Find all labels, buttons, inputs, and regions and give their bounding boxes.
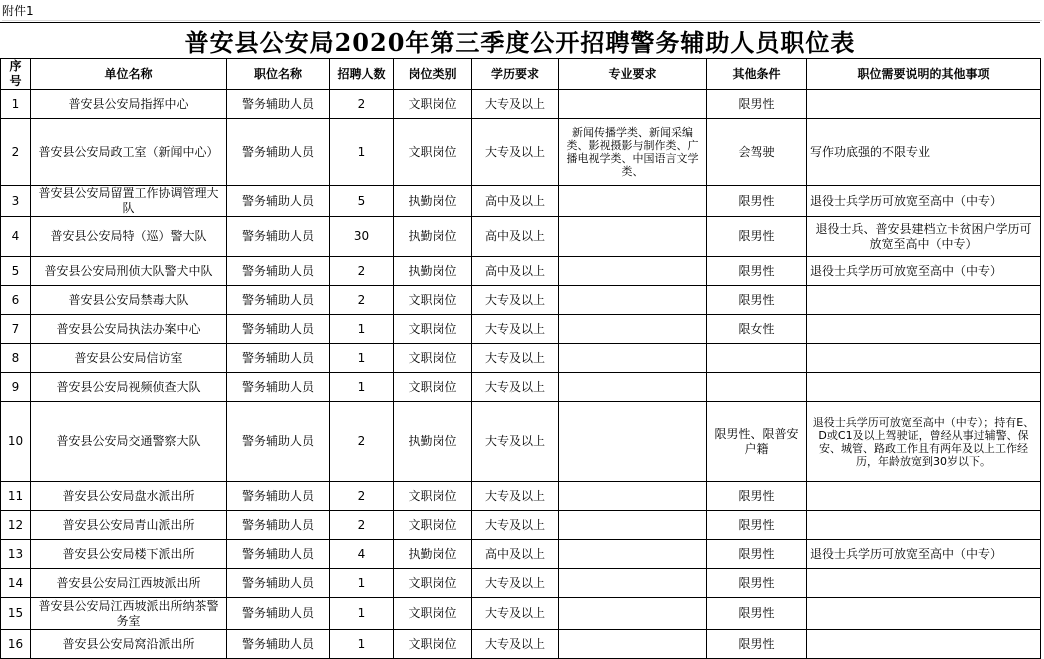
cell-no[interactable]: 6 xyxy=(1,286,31,315)
cell-other[interactable]: 限男性 xyxy=(707,630,807,659)
cell-major[interactable] xyxy=(559,286,707,315)
cell-unit[interactable]: 普安县公安局禁毒大队 xyxy=(31,286,227,315)
cell-notes[interactable]: 退役士兵学历可放宽至高中（中专） xyxy=(807,186,1041,217)
col-header-major: 专业要求 xyxy=(559,59,707,90)
cell-post[interactable]: 警务辅助人员 xyxy=(227,482,330,511)
table-row xyxy=(1,90,1041,119)
table-row xyxy=(1,511,1041,540)
table-row xyxy=(1,286,1041,315)
cell-no[interactable]: 2 xyxy=(1,119,31,186)
cell-count[interactable]: 2 xyxy=(330,511,394,540)
cell-category[interactable]: 文职岗位 xyxy=(394,344,472,373)
positions-table xyxy=(0,58,1041,659)
cell-other[interactable]: 限男性 xyxy=(707,511,807,540)
cell-education[interactable]: 大专及以上 xyxy=(472,482,559,511)
cell-category[interactable]: 文职岗位 xyxy=(394,119,472,186)
cell-count[interactable]: 2 xyxy=(330,286,394,315)
cell-major[interactable] xyxy=(559,257,707,286)
cell-other[interactable]: 限男性 xyxy=(707,482,807,511)
cell-unit[interactable]: 普安县公安局视频侦查大队 xyxy=(31,373,227,402)
cell-no[interactable]: 10 xyxy=(1,402,31,482)
cell-unit[interactable]: 普安县公安局青山派出所 xyxy=(31,511,227,540)
cell-notes[interactable] xyxy=(807,344,1041,373)
cell-education[interactable]: 大专及以上 xyxy=(472,598,559,630)
cell-category[interactable]: 执勤岗位 xyxy=(394,402,472,482)
cell-post[interactable]: 警务辅助人员 xyxy=(227,186,330,217)
col-header-notes: 职位需要说明的其他事项 xyxy=(807,59,1041,90)
table-row xyxy=(1,119,1041,186)
cell-education[interactable]: 大专及以上 xyxy=(472,90,559,119)
table-row xyxy=(1,344,1041,373)
cell-notes[interactable]: 退役士兵学历可放宽至高中（中专）；持有E、D或C1及以上驾驶证，曾经从事过辅警、保安、城管、路政工作且有两年及以上工作经历，年龄放宽到30岁以下。 xyxy=(807,402,1041,482)
cell-count[interactable]: 1 xyxy=(330,598,394,630)
col-header-education: 学历要求 xyxy=(472,59,559,90)
cell-notes[interactable]: 退役士兵学历可放宽至高中（中专） xyxy=(807,540,1041,569)
cell-category[interactable]: 文职岗位 xyxy=(394,482,472,511)
cell-education[interactable]: 大专及以上 xyxy=(472,373,559,402)
col-header-category: 岗位类别 xyxy=(394,59,472,90)
cell-education[interactable]: 高中及以上 xyxy=(472,186,559,217)
table-row xyxy=(1,598,1041,630)
cell-other[interactable]: 限男性 xyxy=(707,569,807,598)
cell-count[interactable]: 2 xyxy=(330,402,394,482)
cell-education[interactable]: 高中及以上 xyxy=(472,540,559,569)
cell-major[interactable] xyxy=(559,373,707,402)
table-row xyxy=(1,540,1041,569)
page-title: 普安县公安局2020年第三季度公开招聘警务辅助人员职位表 xyxy=(0,22,1040,59)
cell-post[interactable]: 警务辅助人员 xyxy=(227,540,330,569)
cell-no[interactable]: 1 xyxy=(1,90,31,119)
col-header-no: 序号 xyxy=(1,59,31,90)
cell-post[interactable]: 警务辅助人员 xyxy=(227,373,330,402)
cell-major[interactable] xyxy=(559,90,707,119)
cell-count[interactable]: 1 xyxy=(330,630,394,659)
cell-count[interactable]: 1 xyxy=(330,569,394,598)
cell-education[interactable]: 大专及以上 xyxy=(472,286,559,315)
cell-category[interactable]: 文职岗位 xyxy=(394,286,472,315)
cell-count[interactable]: 1 xyxy=(330,344,394,373)
cell-no[interactable]: 4 xyxy=(1,217,31,257)
col-header-post: 职位名称 xyxy=(227,59,330,90)
cell-category[interactable]: 执勤岗位 xyxy=(394,186,472,217)
cell-education[interactable]: 大专及以上 xyxy=(472,511,559,540)
cell-category[interactable]: 执勤岗位 xyxy=(394,217,472,257)
cell-count[interactable]: 2 xyxy=(330,482,394,511)
cell-notes[interactable]: 退役士兵学历可放宽至高中（中专） xyxy=(807,257,1041,286)
cell-count[interactable]: 5 xyxy=(330,186,394,217)
cell-unit[interactable]: 普安县公安局窝沿派出所 xyxy=(31,630,227,659)
cell-no[interactable]: 13 xyxy=(1,540,31,569)
cell-major[interactable] xyxy=(559,402,707,482)
cell-notes[interactable] xyxy=(807,511,1041,540)
cell-other[interactable]: 限男性 xyxy=(707,90,807,119)
cell-other[interactable]: 限男性 xyxy=(707,598,807,630)
cell-category[interactable]: 文职岗位 xyxy=(394,569,472,598)
cell-count[interactable]: 4 xyxy=(330,540,394,569)
cell-unit[interactable]: 普安县公安局楼下派出所 xyxy=(31,540,227,569)
cell-category[interactable]: 文职岗位 xyxy=(394,630,472,659)
cell-count[interactable]: 30 xyxy=(330,217,394,257)
cell-education[interactable]: 大专及以上 xyxy=(472,630,559,659)
cell-other[interactable]: 限男性 xyxy=(707,186,807,217)
cell-major[interactable]: 新闻传播学类、新闻采编类、影视摄影与制作类、广播电视学类、中国语言文学类、 xyxy=(559,119,707,186)
cell-education[interactable]: 大专及以上 xyxy=(472,402,559,482)
cell-unit[interactable]: 普安县公安局盘水派出所 xyxy=(31,482,227,511)
cell-no[interactable]: 9 xyxy=(1,373,31,402)
cell-post[interactable]: 警务辅助人员 xyxy=(227,344,330,373)
cell-education[interactable]: 大专及以上 xyxy=(472,119,559,186)
cell-no[interactable]: 16 xyxy=(1,630,31,659)
cell-major[interactable] xyxy=(559,598,707,630)
cell-other[interactable]: 限男性、限普安户籍 xyxy=(707,402,807,482)
cell-education[interactable]: 高中及以上 xyxy=(472,217,559,257)
table-row xyxy=(1,186,1041,217)
cell-notes[interactable] xyxy=(807,569,1041,598)
cell-other[interactable]: 限男性 xyxy=(707,257,807,286)
cell-education[interactable]: 大专及以上 xyxy=(472,569,559,598)
cell-notes[interactable] xyxy=(807,315,1041,344)
cell-other[interactable] xyxy=(707,344,807,373)
cell-other[interactable] xyxy=(707,373,807,402)
cell-major[interactable] xyxy=(559,315,707,344)
cell-post[interactable]: 警务辅助人员 xyxy=(227,569,330,598)
cell-post[interactable]: 警务辅助人员 xyxy=(227,511,330,540)
cell-no[interactable]: 14 xyxy=(1,569,31,598)
cell-other[interactable]: 限女性 xyxy=(707,315,807,344)
table-row xyxy=(1,257,1041,286)
cell-no[interactable]: 5 xyxy=(1,257,31,286)
cell-unit[interactable]: 普安县公安局指挥中心 xyxy=(31,90,227,119)
cell-count[interactable]: 1 xyxy=(330,315,394,344)
cell-other[interactable]: 会驾驶 xyxy=(707,119,807,186)
cell-unit[interactable]: 普安县公安局留置工作协调管理大队 xyxy=(31,186,227,217)
table-row xyxy=(1,569,1041,598)
cell-no[interactable]: 12 xyxy=(1,511,31,540)
cell-category[interactable]: 文职岗位 xyxy=(394,511,472,540)
annex-label: 附件1 xyxy=(2,2,1042,21)
cell-unit[interactable]: 普安县公安局江西坡派出所 xyxy=(31,569,227,598)
cell-no[interactable]: 8 xyxy=(1,344,31,373)
cell-post[interactable]: 警务辅助人员 xyxy=(227,598,330,630)
cell-post[interactable]: 警务辅助人员 xyxy=(227,315,330,344)
cell-major[interactable] xyxy=(559,569,707,598)
cell-notes[interactable] xyxy=(807,90,1041,119)
cell-major[interactable] xyxy=(559,482,707,511)
cell-major[interactable] xyxy=(559,217,707,257)
table-row xyxy=(1,217,1041,257)
table-row xyxy=(1,630,1041,659)
cell-count[interactable]: 1 xyxy=(330,119,394,186)
cell-post[interactable]: 警务辅助人员 xyxy=(227,257,330,286)
cell-major[interactable] xyxy=(559,630,707,659)
cell-post[interactable]: 警务辅助人员 xyxy=(227,90,330,119)
col-header-unit: 单位名称 xyxy=(31,59,227,90)
cell-unit[interactable]: 普安县公安局特（巡）警大队 xyxy=(31,217,227,257)
cell-notes[interactable]: 写作功底强的不限专业 xyxy=(807,119,1041,186)
cell-major[interactable] xyxy=(559,540,707,569)
cell-post[interactable]: 警务辅助人员 xyxy=(227,402,330,482)
cell-other[interactable]: 限男性 xyxy=(707,286,807,315)
cell-post[interactable]: 警务辅助人员 xyxy=(227,286,330,315)
cell-post[interactable]: 警务辅助人员 xyxy=(227,630,330,659)
cell-education[interactable]: 高中及以上 xyxy=(472,257,559,286)
cell-unit[interactable]: 普安县公安局刑侦大队警犬中队 xyxy=(31,257,227,286)
cell-major[interactable] xyxy=(559,186,707,217)
table-row xyxy=(1,402,1041,482)
cell-notes[interactable] xyxy=(807,630,1041,659)
cell-education[interactable]: 大专及以上 xyxy=(472,315,559,344)
table-row xyxy=(1,315,1041,344)
cell-no[interactable]: 7 xyxy=(1,315,31,344)
cell-category[interactable]: 文职岗位 xyxy=(394,315,472,344)
table-row xyxy=(1,373,1041,402)
col-header-count: 招聘人数 xyxy=(330,59,394,90)
cell-notes[interactable] xyxy=(807,598,1041,630)
cell-unit[interactable]: 普安县公安局信访室 xyxy=(31,344,227,373)
cell-count[interactable]: 2 xyxy=(330,257,394,286)
cell-other[interactable]: 限男性 xyxy=(707,217,807,257)
cell-unit[interactable]: 普安县公安局政工室（新闻中心） xyxy=(31,119,227,186)
cell-education[interactable]: 大专及以上 xyxy=(472,344,559,373)
cell-category[interactable]: 执勤岗位 xyxy=(394,540,472,569)
cell-no[interactable]: 3 xyxy=(1,186,31,217)
cell-category[interactable]: 文职岗位 xyxy=(394,90,472,119)
cell-unit[interactable]: 普安县公安局交通警察大队 xyxy=(31,402,227,482)
cell-major[interactable] xyxy=(559,344,707,373)
table-header-row xyxy=(1,59,1041,90)
cell-other[interactable]: 限男性 xyxy=(707,540,807,569)
cell-category[interactable]: 文职岗位 xyxy=(394,373,472,402)
col-header-other: 其他条件 xyxy=(707,59,807,90)
cell-major[interactable] xyxy=(559,511,707,540)
cell-post[interactable]: 警务辅助人员 xyxy=(227,119,330,186)
cell-unit[interactable]: 普安县公安局江西坡派出所纳茶警务室 xyxy=(31,598,227,630)
cell-notes[interactable]: 退役士兵、普安县建档立卡贫困户学历可放宽至高中（中专） xyxy=(807,217,1041,257)
cell-count[interactable]: 2 xyxy=(330,90,394,119)
cell-category[interactable]: 执勤岗位 xyxy=(394,257,472,286)
cell-no[interactable]: 11 xyxy=(1,482,31,511)
table-row xyxy=(1,482,1041,511)
spreadsheet xyxy=(0,22,1040,656)
cell-post[interactable]: 警务辅助人员 xyxy=(227,217,330,257)
cell-notes[interactable] xyxy=(807,373,1041,402)
cell-notes[interactable] xyxy=(807,286,1041,315)
cell-category[interactable]: 文职岗位 xyxy=(394,598,472,630)
cell-notes[interactable] xyxy=(807,482,1041,511)
cell-no[interactable]: 15 xyxy=(1,598,31,630)
cell-count[interactable]: 1 xyxy=(330,373,394,402)
cell-unit[interactable]: 普安县公安局执法办案中心 xyxy=(31,315,227,344)
